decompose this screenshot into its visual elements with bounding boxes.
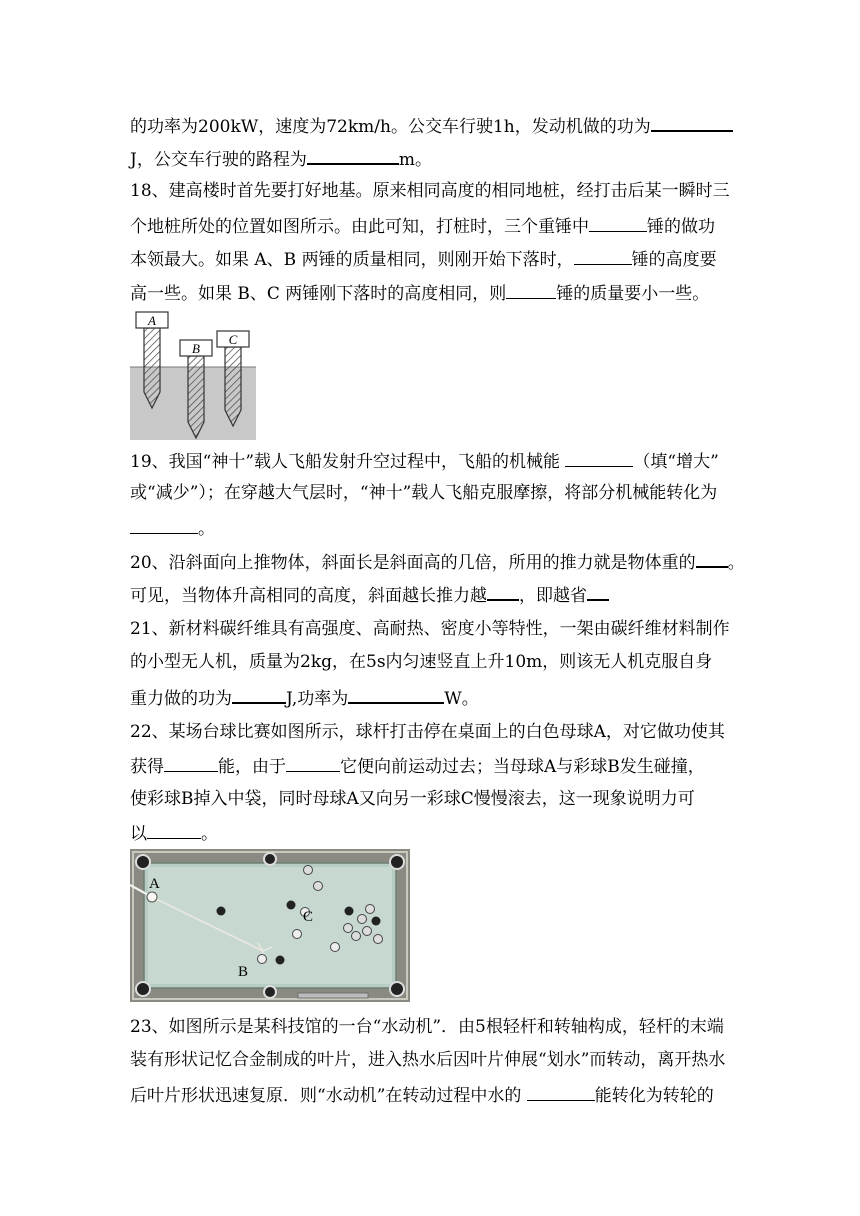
answer-blank[interactable] — [348, 685, 444, 704]
answer-blank[interactable] — [565, 449, 633, 467]
answer-blank[interactable] — [506, 281, 556, 299]
question-19: 19、我国“神十”载人飞船发射升空过程中，飞船的机械能 （填“增大” — [130, 449, 719, 473]
ball — [352, 932, 361, 941]
answer-blank[interactable] — [527, 1083, 595, 1101]
text-line: 本领最大。如果 A、B 两锤的质量相同，则刚开始下落时， 锤的高度要 — [130, 247, 717, 271]
question-18: 18、建高楼时首先要打好地基。原来相同高度的相同地桩，经打击后某一瞬时三 — [130, 181, 730, 201]
answer-blank[interactable] — [487, 582, 519, 601]
pile-a — [144, 328, 160, 408]
label-b: B — [238, 964, 249, 980]
cue-ball-a — [147, 892, 157, 902]
text-line: 个地桩所处的位置如图所示。由此可知，打桩时，三个重锤中 锤的做功 — [130, 214, 715, 238]
text-line: 可见，当物体升高相同的高度，斜面越长推力越 ，即越省 — [130, 582, 609, 607]
ball — [314, 882, 323, 891]
answer-blank[interactable] — [286, 754, 340, 772]
pile-diagram — [130, 310, 256, 440]
ball-b — [258, 955, 267, 964]
text-line: 或“减少”）；在穿越大气层时，“神十”载人飞船克服摩擦，将部分机械能转化为 — [130, 483, 718, 503]
text-line: 重力做的功为 J,功率为 W。 — [130, 685, 479, 710]
text-line: 获得 能，由于 它便向前运动过去；当母球A与彩球B发生碰撞， — [130, 754, 705, 778]
pile-b — [188, 356, 204, 438]
answer-blank[interactable] — [589, 214, 647, 232]
ball — [287, 901, 296, 910]
pocket — [264, 853, 276, 865]
ball — [366, 905, 375, 914]
label-c: C — [303, 909, 314, 925]
ball — [372, 917, 381, 926]
pocket — [264, 986, 276, 998]
text-line: 的功率为200kW，速度为72km/h。公交车行驶1h，发动机做的功为 — [130, 113, 733, 138]
answer-blank[interactable] — [574, 247, 632, 265]
ball — [331, 943, 340, 952]
ball — [293, 930, 302, 939]
text-line: 以 。 — [130, 821, 218, 845]
question-22: 22、某场台球比赛如图所示，球杆打击停在桌面上的白色母球A，对它做功使其 — [130, 722, 725, 742]
pocket — [136, 855, 150, 869]
ball — [217, 907, 226, 916]
answer-blank[interactable] — [696, 549, 728, 568]
cue-rack — [298, 993, 368, 998]
hammer-c-label: C — [228, 332, 238, 347]
answer-blank[interactable] — [307, 146, 399, 165]
text-line: 装有形状记忆合金制成的叶片，进入热水后因叶片伸展“划水”而转动，离开热水 — [130, 1050, 726, 1070]
question-20: 20、沿斜面向上推物体，斜面长是斜面高的几倍，所用的推力就是物体重的 。 — [130, 549, 745, 574]
answer-blank[interactable] — [164, 754, 218, 772]
text-line: J，公交车行驶的路程为 m。 — [130, 146, 432, 171]
pocket — [390, 855, 404, 869]
answer-blank[interactable] — [147, 821, 201, 839]
ball — [276, 956, 285, 965]
pocket — [136, 982, 150, 996]
pile-c — [225, 347, 241, 426]
text-line: 的小型无人机，质量为2kg，在5s内匀速竖直上升10m，则该无人机克服自身 — [130, 652, 713, 672]
answer-blank[interactable] — [587, 582, 609, 601]
billiards-table — [130, 849, 410, 1002]
ball — [363, 927, 372, 936]
text-line: 使彩球B掉入中袋，同时母球A又向另一彩球C慢慢滚去，这一现象说明力可 — [130, 789, 695, 809]
question-23: 23、如图所示是某科技馆的一台“水动机”．由5根轻杆和转轴构成，轻杆的末端 — [130, 1017, 724, 1037]
text-line: 高一些。如果 B、C 两锤刚下落时的高度相同，则 锤的质量要小一些。 — [130, 281, 709, 305]
ball — [345, 907, 354, 916]
pocket — [390, 982, 404, 996]
ball — [304, 866, 313, 875]
answer-blank[interactable] — [130, 516, 198, 534]
hammer-b-label: B — [192, 341, 200, 356]
question-21: 21、新材料碳纤维具有高强度、高耐热、密度小等特性，一架由碳纤维材料制作 — [130, 619, 730, 639]
text-line: 后叶片形状迅速复原．则“水动机”在转动过程中水的 能转化为转轮的 — [130, 1083, 714, 1107]
ball — [344, 924, 353, 933]
hammer-a-label: A — [148, 313, 156, 328]
answer-blank[interactable] — [651, 113, 733, 132]
text-line: 。 — [130, 516, 215, 540]
ball — [374, 935, 383, 944]
label-a: A — [149, 876, 160, 892]
answer-blank[interactable] — [232, 685, 286, 704]
ball — [358, 915, 367, 924]
